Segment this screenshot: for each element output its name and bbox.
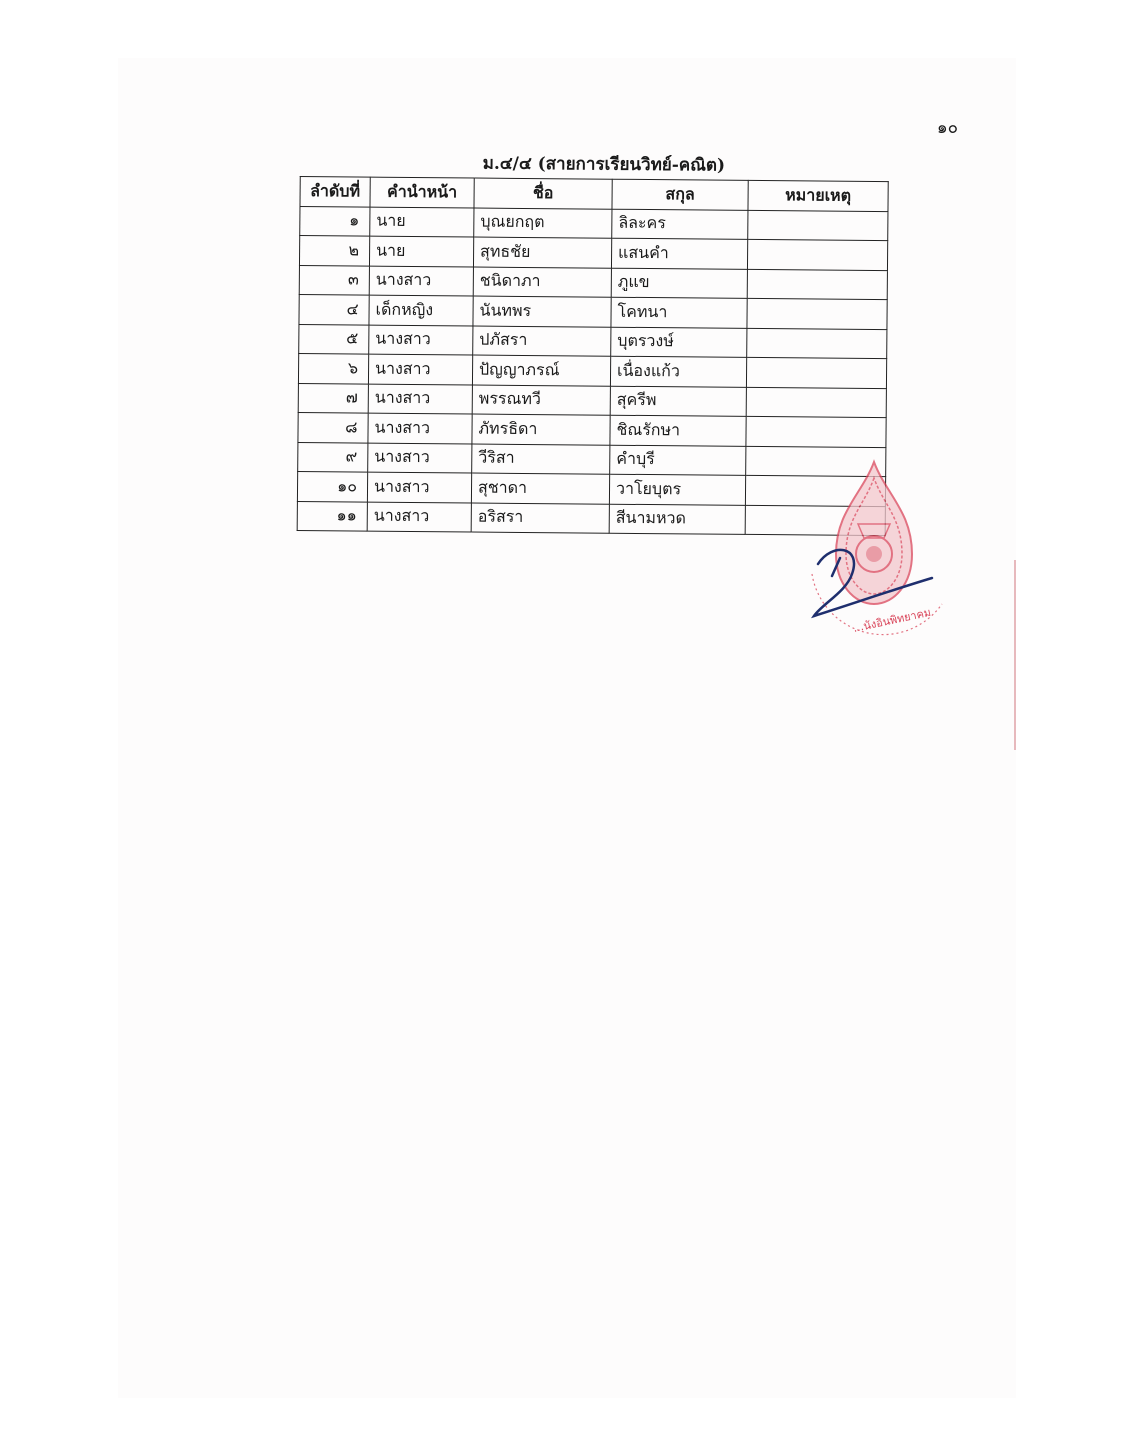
header-order: ลำดับที่: [300, 177, 370, 207]
cell-first-name: ปภัสรา: [473, 326, 611, 357]
cell-remark: [746, 387, 886, 418]
cell-first-name: พรรณทวี: [472, 385, 610, 416]
cell-last-name: คำบุรี: [610, 445, 746, 476]
cell-prefix: นางสาว: [368, 354, 472, 384]
cell-first-name: ปัญญาภรณ์: [472, 355, 610, 386]
cell-order: ๑๐: [297, 471, 367, 501]
cell-remark: [746, 357, 886, 388]
cell-last-name: วาโยบุตร: [609, 474, 745, 505]
cell-prefix: นางสาว: [368, 413, 472, 443]
cell-prefix: นาย: [369, 236, 473, 266]
cell-remark: [747, 328, 887, 359]
cell-first-name: ภัทรธิดา: [472, 414, 610, 445]
cell-last-name: ลิละคร: [612, 209, 748, 240]
cell-first-name: นันทพร: [473, 296, 611, 327]
page-edge-mark: [1014, 560, 1016, 750]
cell-last-name: แสนคำ: [611, 238, 747, 269]
cell-order: ๘: [298, 412, 368, 442]
class-title: ม.๔/๔ (สายการเรียนวิทย์-คณิต): [482, 153, 726, 176]
cell-first-name: สุทธชัย: [473, 237, 611, 268]
cell-order: ๑: [300, 206, 370, 236]
cell-order: ๗: [298, 383, 368, 413]
cell-order: ๔: [299, 294, 369, 324]
cell-remark: [746, 416, 886, 447]
cell-remark: [747, 269, 887, 300]
cell-remark: [748, 210, 888, 241]
header-first-name: ชื่อ: [474, 178, 612, 209]
cell-prefix: นาย: [370, 207, 474, 237]
cell-prefix: นางสาว: [368, 443, 472, 473]
cell-prefix: นางสาว: [368, 384, 472, 414]
cell-last-name: สีนามหวด: [609, 504, 745, 535]
page-number: ๑๐: [936, 118, 958, 138]
cell-order: ๙: [298, 442, 368, 472]
cell-order: ๕: [299, 324, 369, 354]
cell-prefix: นางสาว: [369, 266, 473, 296]
cell-last-name: ภูแข: [611, 268, 747, 299]
cell-prefix: นางสาว: [369, 325, 473, 355]
cell-last-name: เนื่องแก้ว: [610, 356, 746, 387]
cell-last-name: โคทนา: [611, 297, 747, 328]
cell-prefix: เด็กหญิง: [369, 295, 473, 325]
cell-order: ๑๑: [297, 501, 367, 531]
cell-last-name: สุครีพ: [610, 386, 746, 417]
cell-last-name: ชิณรักษา: [610, 415, 746, 446]
cell-first-name: บุณยกฤต: [474, 208, 612, 239]
cell-last-name: บุตรวงษ์: [611, 327, 747, 358]
header-remark: หมายเหตุ: [748, 180, 888, 211]
header-last-name: สกุล: [612, 179, 748, 210]
cell-order: ๓: [299, 265, 369, 295]
stamp-text: ...นังอินพิทยาคม: [851, 605, 933, 635]
cell-first-name: ชนิดาภา: [473, 267, 611, 298]
cell-prefix: นางสาว: [367, 472, 471, 502]
cell-order: ๒: [299, 236, 369, 266]
cell-prefix: นางสาว: [367, 502, 471, 532]
cell-first-name: วีริสา: [472, 444, 610, 475]
cell-first-name: สุชาดา: [471, 473, 609, 504]
cell-first-name: อริสรา: [471, 503, 609, 534]
cell-remark: [747, 298, 887, 329]
cell-remark: [747, 239, 887, 270]
school-seal-stamp: [792, 454, 952, 654]
header-prefix: คำนำหน้า: [370, 177, 474, 207]
cell-order: ๖: [298, 353, 368, 383]
